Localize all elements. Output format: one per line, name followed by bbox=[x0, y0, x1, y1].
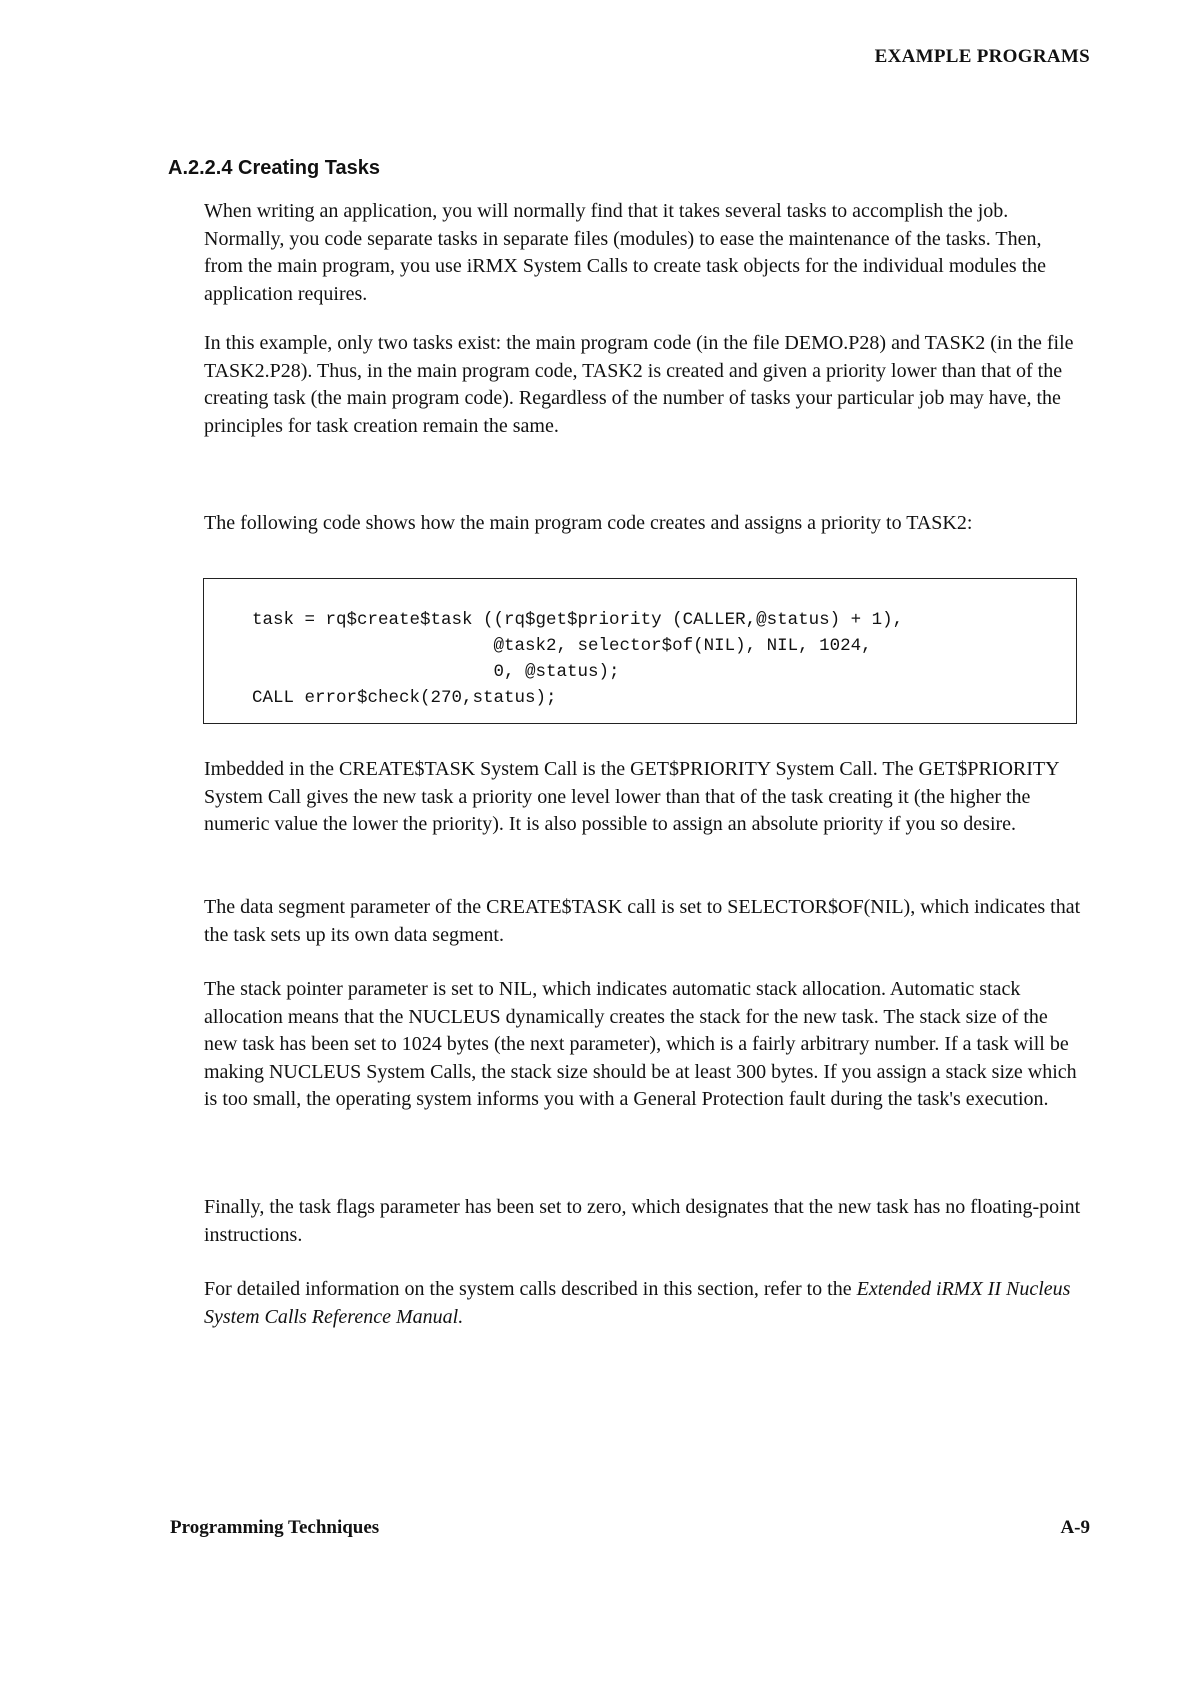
section-heading: A.2.2.4 Creating Tasks bbox=[168, 157, 380, 179]
code-line: CALL error$check(270,status); bbox=[252, 688, 557, 708]
paragraph-reference bbox=[204, 1276, 1084, 1331]
paragraph-intro: When writing an application, you will normally find that it takes several tasks to accomplish the job. Normally, you code separate tasks in separate files (modules) to ease the maintenance of the tasks. Then, from the main program, you use iRMX System Calls to create task objects for the individual modules the application requires. bbox=[204, 200, 1047, 305]
paragraph-example-tasks: In this example, only two tasks exist: the main program code (in the file DEMO.P28) and TASK2 (in the file TASK2.P28). Thus, in the main program code, TASK2 is created and given a priority lower than that of the creating task (the main program code). Regardless of the number of tasks your particular job may have, the principles for task creation remain the same. bbox=[204, 332, 1074, 437]
reference-manual-title: Extended iRMX II Nucleus System Calls Reference Manual. bbox=[204, 1278, 1071, 1328]
running-header: EXAMPLE PROGRAMS bbox=[874, 46, 1090, 67]
paragraph-get-priority: Imbedded in the CREATE$TASK System Call is the GET$PRIORITY System Call. The GET$PRIORITY System Call gives the new task a priority one level lower than that of the task creating it (the higher the numeric value the lower the priority). It is also possible to assign an absolute priority if you so desire. bbox=[204, 758, 1059, 836]
paragraph-stack-pointer: The stack pointer parameter is set to NIL, which indicates automatic stack allocation. Automatic stack allocation means that the NUCLEUS dynamically creates the stack for the new task. The stack size of the new task has been set to 1024 bytes (the next parameter), which is a fairly arbitrary number. If a task will be making NUCLEUS System Calls, the stack size should be at least 300 bytes. If you assign a stack size which is too small, the operating system informs you with a General Protection fault during the task's execution. bbox=[204, 978, 1077, 1111]
code-line: @task2, selector$of(NIL), NIL, 1024, bbox=[252, 636, 872, 656]
page-number: A-9 bbox=[1060, 1517, 1090, 1538]
paragraph-task-flags: Finally, the task flags parameter has been set to zero, which designates that the new task has no floating-point instructions. bbox=[204, 1196, 1081, 1246]
footer-section-title: Programming Techniques bbox=[170, 1517, 380, 1538]
paragraph-code-intro: The following code shows how the main program code creates and assigns a priority to TASK2: bbox=[204, 512, 973, 534]
code-line: task = rq$create$task ((rq$get$priority (CALLER,@status) + 1), bbox=[252, 610, 904, 630]
paragraph-data-segment: The data segment parameter of the CREATE$TASK call is set to SELECTOR$OF(NIL), which indicates that the task sets up its own data segment. bbox=[204, 896, 1081, 946]
reference-intro: For detailed information on the system calls described in this section, refer to the bbox=[204, 1278, 852, 1300]
code-line: 0, @status); bbox=[252, 662, 620, 682]
code-block bbox=[203, 578, 1077, 724]
